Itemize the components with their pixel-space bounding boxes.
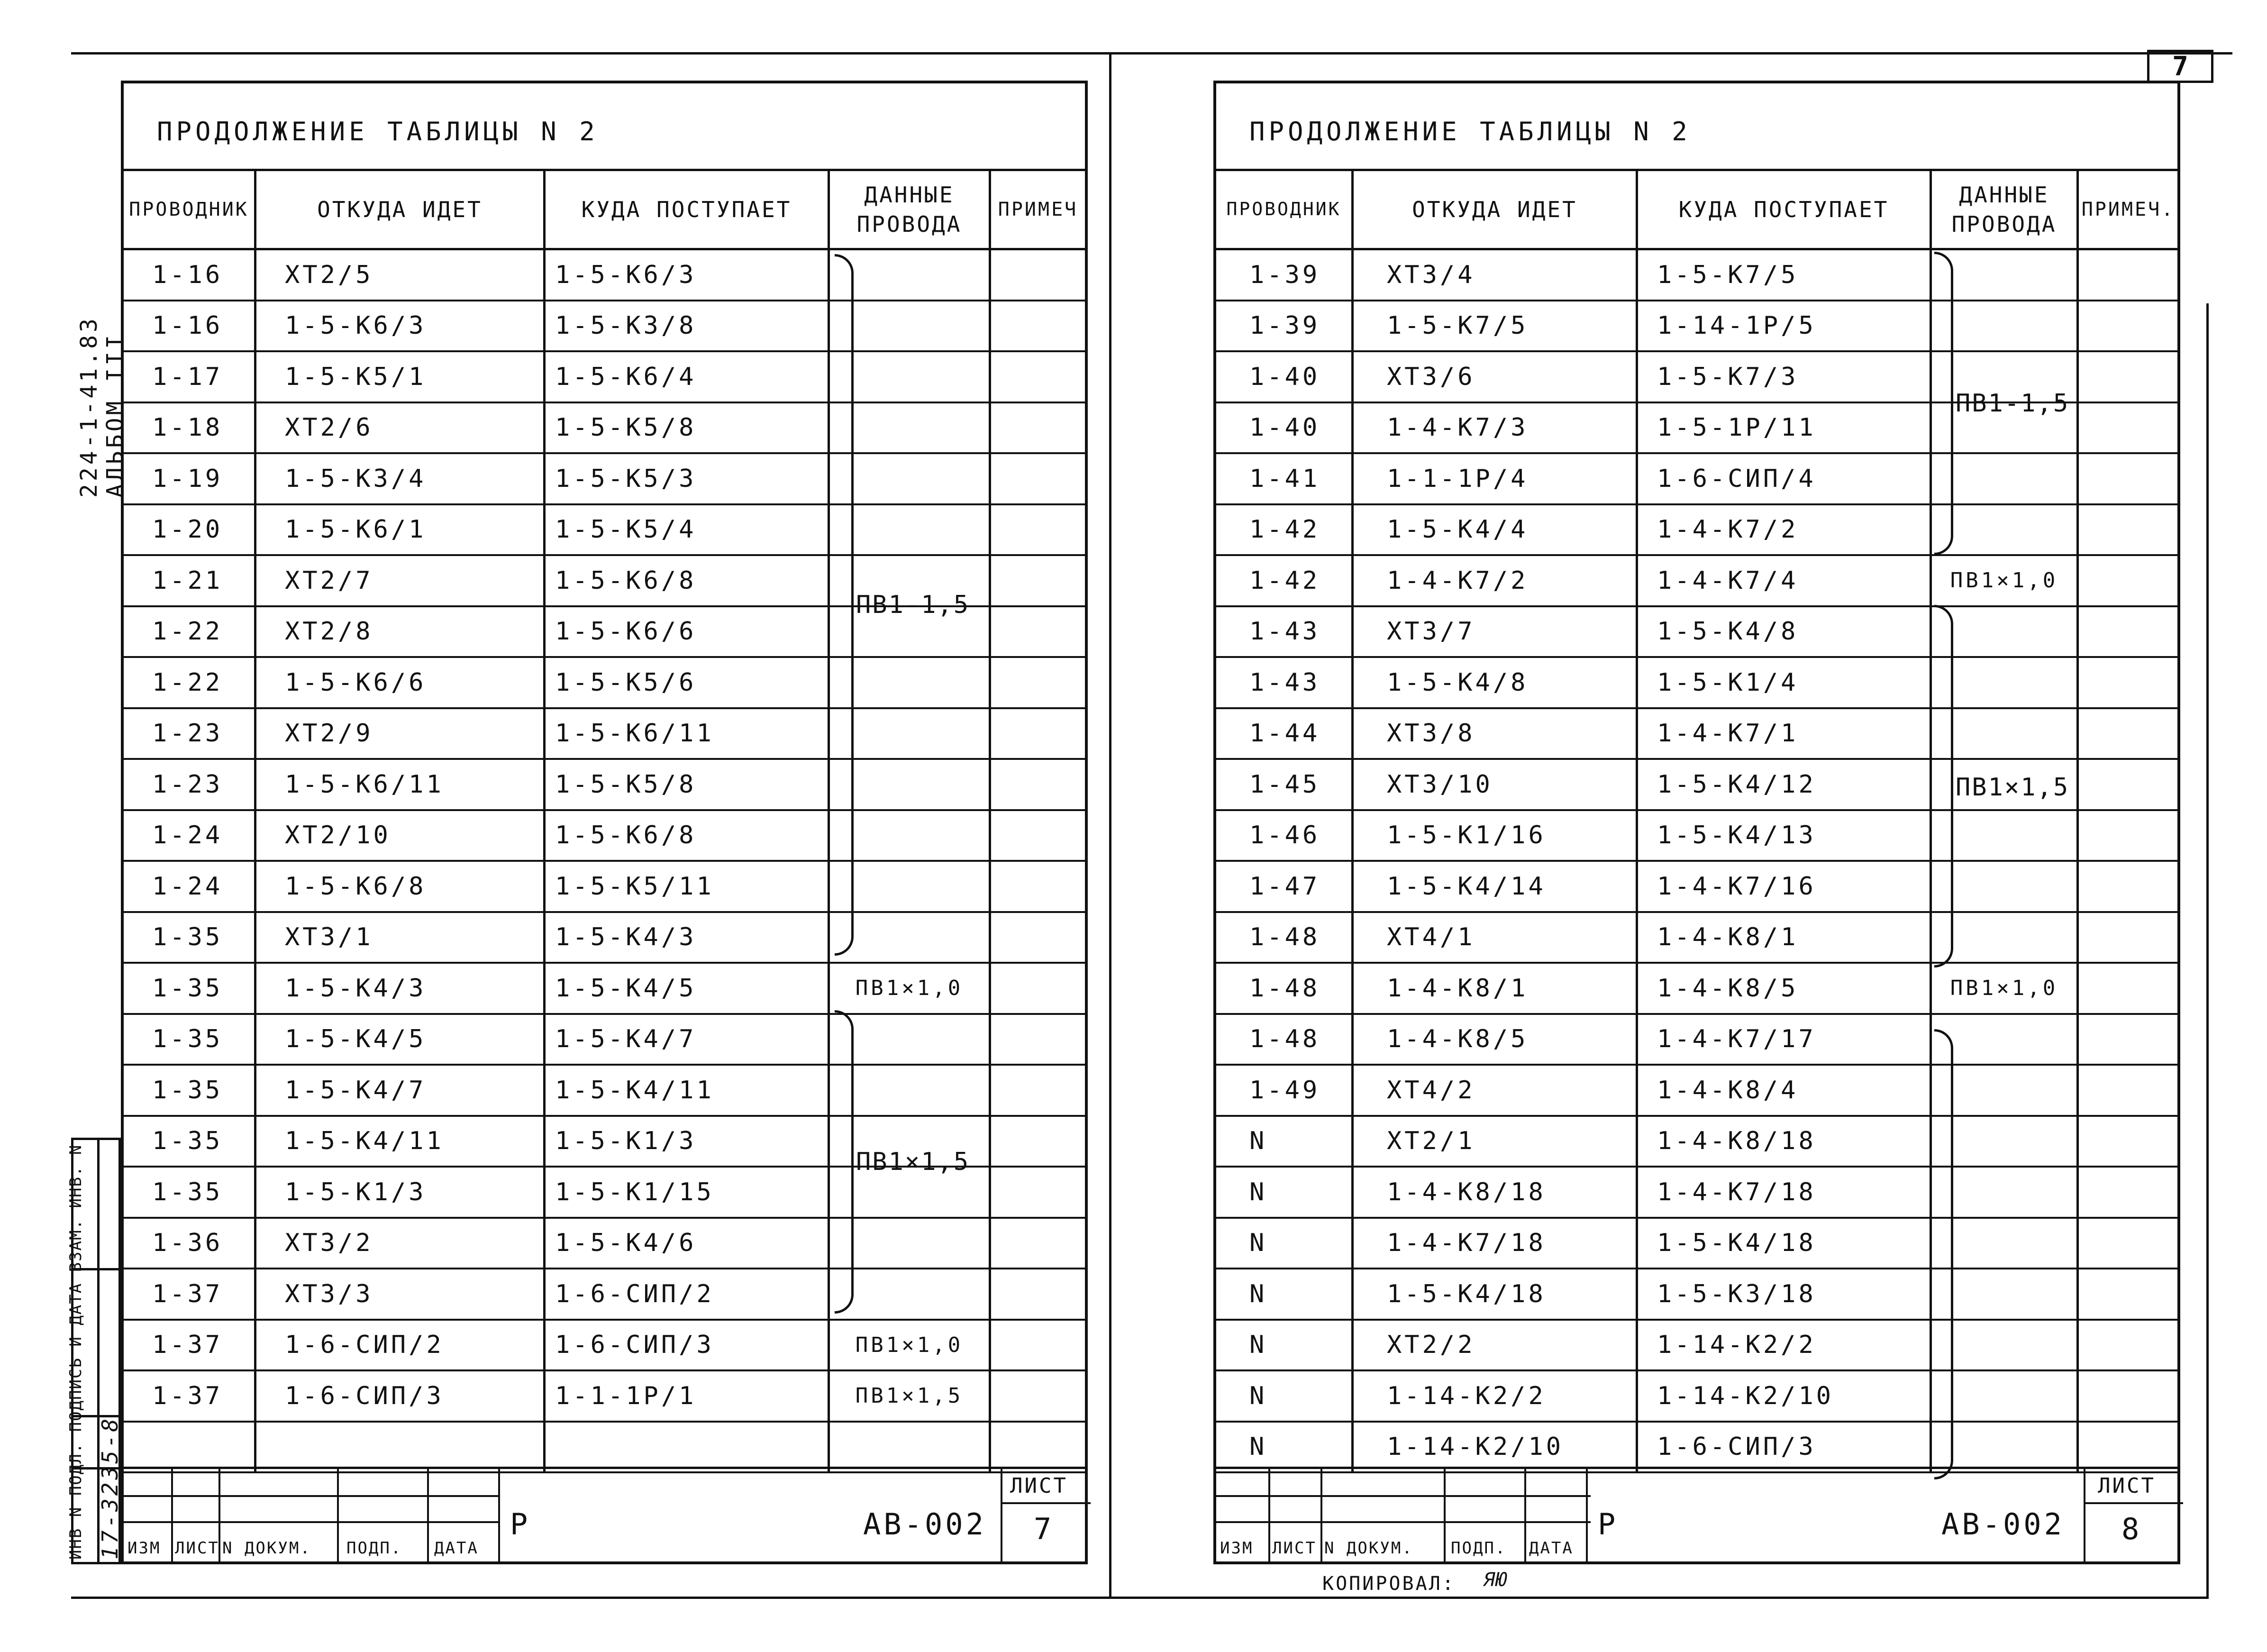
conductor-cell: 1-35 <box>152 923 223 952</box>
to-cell: 1-5-К5/11 <box>555 872 714 901</box>
right-brace-3 <box>1934 1029 1953 1479</box>
wire-cell <box>830 760 989 809</box>
to-cell: 1-5-К6/6 <box>555 617 697 646</box>
conductor-cell: N <box>1249 1177 1267 1206</box>
conductor-cell: 1-37 <box>152 1279 223 1308</box>
conductor-cell: 1-35 <box>152 1127 223 1156</box>
header-conductor: ПРОВОДНИК <box>1216 171 1354 248</box>
conductor-cell: N <box>1249 1229 1267 1258</box>
stamp-izm: ИЗМ <box>127 1539 161 1558</box>
conductor-cell: 1-41 <box>1249 464 1320 493</box>
from-cell: 1-6-СИП/2 <box>285 1331 444 1360</box>
conductor-cell: 1-47 <box>1249 872 1320 901</box>
to-cell: 1-5-К4/13 <box>1657 821 1816 850</box>
wire-cell <box>830 709 989 758</box>
wire-cell <box>1932 454 2076 503</box>
conductor-cell: 1-48 <box>1249 1025 1320 1054</box>
to-cell: 1-4-К8/5 <box>1657 974 1799 1003</box>
header-from: ОТКУДА ИДЕТ <box>1354 171 1638 248</box>
header-note: ПРИМЕЧ. <box>2081 199 2175 220</box>
conductor-cell: 1-24 <box>152 821 223 850</box>
conductor-cell: 1-42 <box>1249 515 1320 544</box>
wire-cell <box>1932 607 2076 657</box>
conductor-cell: 1-39 <box>1249 260 1320 289</box>
from-cell: 1-4-К8/1 <box>1387 974 1529 1003</box>
from-cell: 1-5-К4/4 <box>1387 515 1529 544</box>
sheet-marker: 7 <box>2147 50 2213 83</box>
conductor-cell: 1-48 <box>1249 974 1320 1003</box>
from-cell: 1-5-К4/18 <box>1387 1279 1546 1308</box>
right-brace-label-2: ПВ1×1,5 <box>1956 773 2070 802</box>
from-cell: 1-5-К3/4 <box>285 464 427 493</box>
wire-cell <box>1932 709 2076 758</box>
wire-cell <box>830 658 989 707</box>
conductor-cell <box>152 1423 252 1472</box>
conductor-cell: 1-45 <box>1249 770 1320 799</box>
table-row <box>1216 250 2177 301</box>
to-cell: 1-4-К7/4 <box>1657 566 1799 595</box>
to-cell: 1-5-К6/11 <box>555 719 714 748</box>
from-cell <box>285 1423 541 1472</box>
to-cell: 1-4-К8/1 <box>1657 923 1799 952</box>
album-code: 224-1-41.83 <box>76 316 102 498</box>
wire-cell: ПВ1×1,0 <box>855 976 964 1001</box>
from-cell: ХТ3/1 <box>285 923 373 952</box>
table-row <box>124 1321 1085 1372</box>
to-cell: 1-5-К4/6 <box>555 1229 697 1258</box>
table-row <box>1216 1015 2177 1066</box>
conductor-cell: 1-46 <box>1249 821 1320 850</box>
wire-cell <box>830 862 989 911</box>
table-row <box>1216 1371 2177 1423</box>
conductor-cell: 1-44 <box>1249 719 1320 748</box>
from-cell: ХТ3/10 <box>1387 770 1493 799</box>
to-cell: 1-5-К5/8 <box>555 413 697 442</box>
to-cell: 1-5-К4/18 <box>1657 1229 1816 1258</box>
to-cell: 1-14-К2/2 <box>1657 1331 1816 1360</box>
stamp-sheet-label: ЛИСТ <box>1010 1474 1068 1498</box>
table-row <box>1216 1168 2177 1219</box>
to-cell: 1-4-К7/16 <box>1657 872 1816 901</box>
wire-cell <box>1932 1066 2076 1115</box>
bottom-border <box>71 1597 2209 1599</box>
from-cell: ХТ3/8 <box>1387 719 1475 748</box>
wire-cell <box>830 1066 989 1115</box>
table-row <box>1216 1066 2177 1117</box>
conductor-cell: 1-16 <box>152 311 223 340</box>
table-row <box>124 913 1085 964</box>
wire-cell <box>830 1219 989 1268</box>
from-cell: ХТ3/4 <box>1387 260 1475 289</box>
to-cell: 1-4-К8/18 <box>1657 1127 1816 1156</box>
wire-cell: ПВ1×1,5 <box>855 1384 964 1408</box>
from-cell: 1-4-К7/2 <box>1387 566 1529 595</box>
right-brace-1 <box>1934 252 1953 555</box>
table-row <box>1216 709 2177 760</box>
from-cell: 1-4-К7/3 <box>1387 413 1529 442</box>
table-row <box>124 505 1085 557</box>
stamp-doc: N ДОКУМ. <box>222 1539 311 1558</box>
table-row <box>124 862 1085 913</box>
conductor-cell: 1-40 <box>1249 413 1320 442</box>
left-brace-2 <box>835 1010 854 1314</box>
conductor-cell: 1-43 <box>1249 668 1320 697</box>
copied-label: КОПИРОВАЛ: <box>1322 1573 1456 1595</box>
table-row <box>124 760 1085 811</box>
wire-cell <box>1932 811 2076 860</box>
to-cell: 1-5-К4/8 <box>1657 617 1799 646</box>
from-cell: 1-5-К1/16 <box>1387 821 1546 850</box>
conductor-cell: 1-22 <box>152 668 223 697</box>
table-row <box>124 658 1085 709</box>
center-divider <box>1109 52 1111 1597</box>
to-cell: 1-5-К5/6 <box>555 668 697 697</box>
table-row <box>1216 607 2177 658</box>
from-cell: 1-1-1Р/4 <box>1387 464 1529 493</box>
table-row <box>124 352 1085 403</box>
wire-cell <box>1932 1219 2076 1268</box>
to-cell <box>555 1423 825 1472</box>
table-row <box>124 1015 1085 1066</box>
to-cell: 1-5-1Р/11 <box>1657 413 1816 442</box>
wire-cell <box>1932 505 2076 555</box>
to-cell: 1-4-К7/1 <box>1657 719 1799 748</box>
wire-cell <box>830 1015 989 1064</box>
conductor-cell: N <box>1249 1279 1267 1308</box>
from-cell: 1-5-К6/8 <box>285 872 427 901</box>
table-row <box>124 454 1085 505</box>
table-row <box>1216 505 2177 557</box>
to-cell: 1-5-К4/11 <box>555 1076 714 1104</box>
table-row <box>124 1219 1085 1270</box>
left-brace-label-2: ПВ1×1,5 <box>856 1148 970 1176</box>
to-cell: 1-4-К7/17 <box>1657 1025 1816 1054</box>
table-row <box>1216 1423 2177 1474</box>
to-cell: 1-6-СИП/4 <box>1657 464 1816 493</box>
wire-cell: ПВ1×1,0 <box>1950 976 2058 1001</box>
to-cell: 1-5-К1/4 <box>1657 668 1799 697</box>
left-brace-1 <box>835 254 854 956</box>
stamp-doc: N ДОКУМ. <box>1324 1539 1413 1558</box>
wire-cell <box>1932 1269 2076 1319</box>
to-cell: 1-14-1Р/5 <box>1657 311 1816 340</box>
header-wire: ДАННЫЕ ПРОВОДА <box>1932 171 2079 248</box>
table-row <box>1216 1321 2177 1372</box>
conductor-cell: 1-49 <box>1249 1076 1320 1104</box>
conductor-cell: N <box>1249 1127 1267 1156</box>
wire-cell <box>830 352 989 402</box>
table-row <box>124 1066 1085 1117</box>
table-row <box>1216 454 2177 505</box>
stamp-sheet-number: 8 <box>2121 1512 2142 1546</box>
from-cell: ХТ2/9 <box>285 719 373 748</box>
wire-cell <box>830 1269 989 1319</box>
conductor-cell: 1-40 <box>1249 362 1320 391</box>
wire-cell <box>1932 913 2076 962</box>
wire-cell <box>830 811 989 860</box>
to-cell: 1-5-К1/3 <box>555 1127 697 1156</box>
wire-cell: ПВ1×1,0 <box>855 1333 964 1357</box>
from-cell: 1-5-К4/7 <box>285 1076 427 1104</box>
header-to: КУДА ПОСТУПАЕТ <box>1638 171 1932 248</box>
from-cell: 1-5-К6/6 <box>285 668 427 697</box>
stamp-list: ЛИСТ <box>1272 1539 1317 1558</box>
stamp-podp: ПОДП. <box>346 1539 402 1558</box>
right-brace-2 <box>1934 605 1953 967</box>
table-row <box>1216 301 2177 353</box>
table-row <box>1216 913 2177 964</box>
conductor-cell: 1-23 <box>152 770 223 799</box>
to-cell: 1-5-К5/8 <box>555 770 697 799</box>
conductor-cell: 1-42 <box>1249 566 1320 595</box>
from-cell: ХТ2/5 <box>285 260 373 289</box>
left-sheet <box>121 81 1088 1564</box>
table-row <box>1216 556 2177 607</box>
conductor-cell: 1-36 <box>152 1229 223 1258</box>
table-row <box>1216 862 2177 913</box>
from-cell: ХТ3/7 <box>1387 617 1475 646</box>
table-row <box>124 964 1085 1015</box>
stamp-stage: Р <box>510 1507 531 1542</box>
from-cell: 1-14-К2/10 <box>1387 1433 1564 1461</box>
stamp-izm: ИЗМ <box>1220 1539 1254 1558</box>
header-note: ПРИМЕЧ <box>998 199 1078 220</box>
wire-cell <box>1932 301 2076 351</box>
right-sheet <box>1213 81 2180 1564</box>
from-cell: ХТ2/7 <box>285 566 373 595</box>
conductor-cell: 1-35 <box>152 974 223 1003</box>
to-cell: 1-5-К6/3 <box>555 260 697 289</box>
from-cell: ХТ2/10 <box>285 821 391 850</box>
from-cell: 1-5-К4/3 <box>285 974 427 1003</box>
from-cell: 1-4-К7/18 <box>1387 1229 1546 1258</box>
inventory-number: 17-3235-8 <box>97 1415 123 1560</box>
right-table-title: ПРОДОЛЖЕНИЕ ТАБЛИЦЫ N 2 <box>1249 117 1691 146</box>
to-cell: 1-5-К5/3 <box>555 464 697 493</box>
from-cell: ХТ2/1 <box>1387 1127 1475 1156</box>
from-cell: 1-4-К8/18 <box>1387 1177 1546 1206</box>
table-row <box>1216 964 2177 1015</box>
wire-cell <box>1932 658 2076 707</box>
wire-cell <box>830 1423 989 1472</box>
conductor-cell: 1-16 <box>152 260 223 289</box>
stamp-list: ЛИСТ <box>175 1539 219 1558</box>
conductor-cell: 1-37 <box>152 1381 223 1410</box>
conductor-cell: 1-43 <box>1249 617 1320 646</box>
conductor-cell: 1-23 <box>152 719 223 748</box>
stamp-stage: Р <box>1598 1507 1619 1542</box>
table-row <box>1216 658 2177 709</box>
from-cell: 1-5-К4/11 <box>285 1127 444 1156</box>
wire-cell <box>830 454 989 503</box>
left-brace-label-1: ПВ1-1,5 <box>856 591 970 619</box>
table-row <box>124 250 1085 301</box>
from-cell: ХТ3/3 <box>285 1279 373 1308</box>
from-cell: 1-4-К8/5 <box>1387 1025 1529 1054</box>
conductor-cell: 1-19 <box>152 464 223 493</box>
conductor-cell: 1-21 <box>152 566 223 595</box>
to-cell: 1-5-К4/12 <box>1657 770 1816 799</box>
header-to: КУДА ПОСТУПАЕТ <box>546 171 830 248</box>
right-brace-label-1: ПВ1-1,5 <box>1956 389 2070 418</box>
right-border <box>2206 303 2209 1597</box>
to-cell: 1-6-СИП/3 <box>555 1331 714 1360</box>
left-title-block <box>124 1467 1085 1561</box>
conductor-cell: N <box>1249 1331 1267 1360</box>
table-row <box>1216 811 2177 862</box>
to-cell: 1-4-К7/18 <box>1657 1177 1816 1206</box>
conductor-cell: 1-48 <box>1249 923 1320 952</box>
wire-cell <box>830 250 989 300</box>
stamp-sheet-label: ЛИСТ <box>2098 1474 2156 1498</box>
to-cell: 1-5-К5/4 <box>555 515 697 544</box>
header-conductor: ПРОВОДНИК <box>124 171 256 248</box>
to-cell: 1-4-К8/4 <box>1657 1076 1799 1104</box>
from-cell: 1-5-К1/3 <box>285 1177 427 1206</box>
to-cell: 1-5-К4/3 <box>555 923 697 952</box>
wire-cell: ПВ1×1,0 <box>1950 568 2058 593</box>
wire-cell <box>830 403 989 453</box>
conductor-cell: 1-18 <box>152 413 223 442</box>
table-row <box>124 1371 1085 1423</box>
table-row <box>124 403 1085 455</box>
conductor-cell: 1-22 <box>152 617 223 646</box>
wire-cell <box>1932 1321 2076 1370</box>
to-cell: 1-1-1Р/1 <box>555 1381 697 1410</box>
conductor-cell: 1-39 <box>1249 311 1320 340</box>
copied-signature: ЯЮ <box>1484 1569 1507 1591</box>
inventory-label: ИНВ N ПОДЛ. ПОДПИСЬ И ДАТА ВЗАМ. ИНВ. N <box>66 1144 85 1560</box>
from-cell: 1-5-К5/1 <box>285 362 427 391</box>
conductor-cell: 1-37 <box>152 1331 223 1360</box>
stamp-code: АВ-002 <box>863 1507 986 1542</box>
wire-cell <box>1932 1015 2076 1064</box>
from-cell: ХТ4/2 <box>1387 1076 1475 1104</box>
to-cell: 1-4-К7/2 <box>1657 515 1799 544</box>
from-cell: ХТ3/2 <box>285 1229 373 1258</box>
from-cell: ХТ2/8 <box>285 617 373 646</box>
wire-cell <box>830 913 989 962</box>
from-cell: ХТ2/6 <box>285 413 373 442</box>
to-cell: 1-5-К4/5 <box>555 974 697 1003</box>
wire-cell <box>1932 1168 2076 1217</box>
to-cell: 1-6-СИП/2 <box>555 1279 714 1308</box>
left-table-title: ПРОДОЛЖЕНИЕ ТАБЛИЦЫ N 2 <box>157 117 599 146</box>
to-cell: 1-5-К6/4 <box>555 362 697 391</box>
table-row <box>1216 1117 2177 1168</box>
table-row <box>124 709 1085 760</box>
to-cell: 1-14-К2/10 <box>1657 1381 1834 1410</box>
conductor-cell: 1-35 <box>152 1076 223 1104</box>
from-cell: 1-5-К4/14 <box>1387 872 1546 901</box>
to-cell: 1-5-К3/18 <box>1657 1279 1816 1308</box>
from-cell: 1-5-К7/5 <box>1387 311 1529 340</box>
wire-cell <box>830 301 989 351</box>
stamp-data: ДАТА <box>1529 1539 1574 1558</box>
top-border <box>71 52 2232 55</box>
to-cell: 1-5-К7/3 <box>1657 362 1799 391</box>
conductor-cell: N <box>1249 1381 1267 1410</box>
wire-cell <box>1932 1423 2076 1472</box>
conductor-cell: 1-20 <box>152 515 223 544</box>
header-from: ОТКУДА ИДЕТ <box>256 171 546 248</box>
conductor-cell: N <box>1249 1433 1267 1461</box>
table-row <box>1216 1219 2177 1270</box>
to-cell: 1-5-К1/15 <box>555 1177 714 1206</box>
from-cell: ХТ3/6 <box>1387 362 1475 391</box>
stamp-sheet-number: 7 <box>1034 1512 1055 1546</box>
from-cell: 1-5-К4/5 <box>285 1025 427 1054</box>
from-cell: 1-5-К6/1 <box>285 515 427 544</box>
conductor-cell: 1-24 <box>152 872 223 901</box>
left-table-header <box>124 169 1085 250</box>
to-cell: 1-6-СИП/3 <box>1657 1433 1816 1461</box>
conductor-cell: 1-35 <box>152 1177 223 1206</box>
stamp-code: АВ-002 <box>1941 1507 2065 1542</box>
right-table-header <box>1216 169 2177 250</box>
right-title-block <box>1216 1467 2177 1561</box>
stamp-podp: ПОДП. <box>1451 1539 1507 1558</box>
wire-cell <box>830 505 989 555</box>
to-cell: 1-5-К6/8 <box>555 821 697 850</box>
to-cell: 1-5-К4/7 <box>555 1025 697 1054</box>
wire-cell <box>1932 1371 2076 1421</box>
from-cell: 1-14-К2/2 <box>1387 1381 1546 1410</box>
to-cell: 1-5-К6/8 <box>555 566 697 595</box>
to-cell: 1-5-К7/5 <box>1657 260 1799 289</box>
to-cell: 1-5-К3/8 <box>555 311 697 340</box>
conductor-cell: 1-17 <box>152 362 223 391</box>
from-cell: ХТ2/2 <box>1387 1331 1475 1360</box>
from-cell: 1-5-К4/8 <box>1387 668 1529 697</box>
wire-cell <box>1932 1117 2076 1166</box>
from-cell: 1-5-К6/3 <box>285 311 427 340</box>
table-row <box>124 301 1085 353</box>
wire-cell <box>1932 862 2076 911</box>
conductor-cell: 1-35 <box>152 1025 223 1054</box>
table-row <box>1216 1269 2177 1321</box>
wire-cell <box>1932 250 2076 300</box>
table-row <box>124 811 1085 862</box>
album-label: АЛЬБОМ III <box>102 332 128 498</box>
stamp-data: ДАТА <box>434 1539 479 1558</box>
table-row <box>124 1423 1085 1474</box>
header-wire: ДАННЫЕ ПРОВОДА <box>830 171 991 248</box>
from-cell: ХТ4/1 <box>1387 923 1475 952</box>
table-row <box>124 1269 1085 1321</box>
from-cell: 1-6-СИП/3 <box>285 1381 444 1410</box>
from-cell: 1-5-К6/11 <box>285 770 444 799</box>
